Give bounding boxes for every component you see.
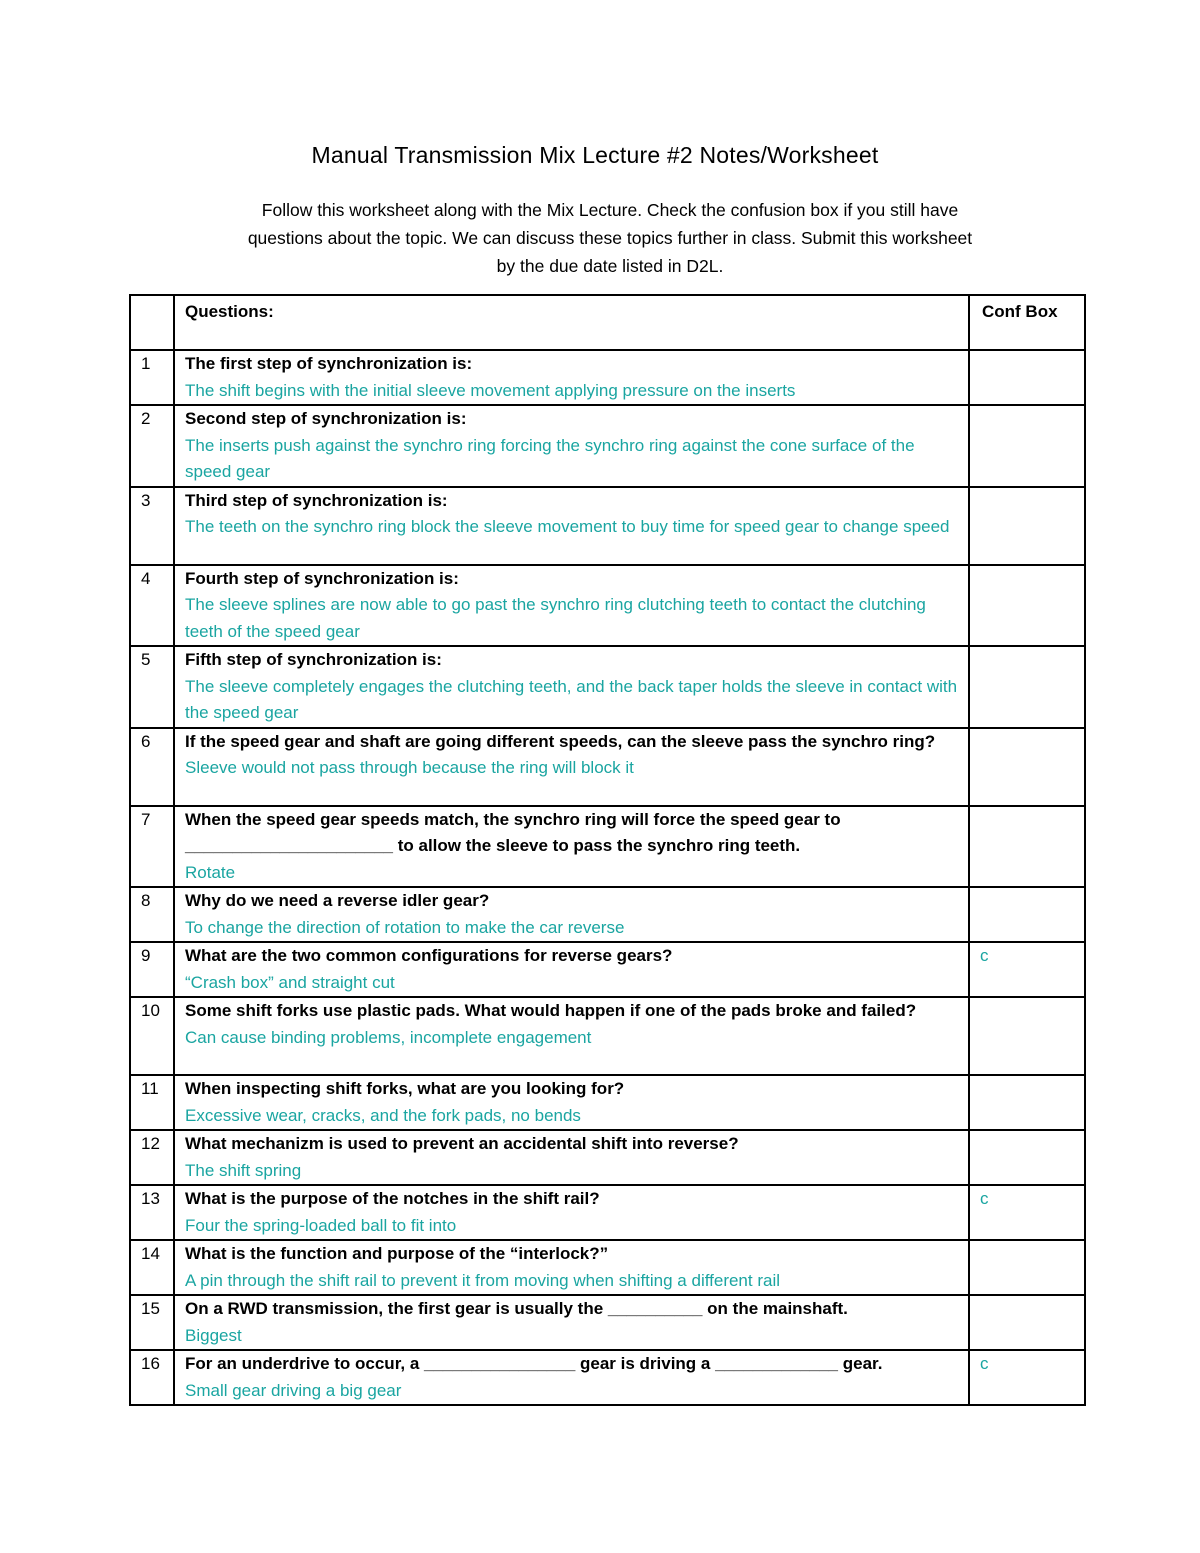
table-row xyxy=(130,350,1085,405)
confusion-box[interactable]: c xyxy=(969,1350,1085,1405)
table-row xyxy=(130,487,1085,565)
table-row xyxy=(130,1075,1085,1130)
question-text: What is the purpose of the notches in the shift rail? xyxy=(185,1189,600,1208)
answer-text: Small gear driving a big gear xyxy=(185,1380,402,1400)
row-number: 14 xyxy=(130,1240,174,1295)
question-cell xyxy=(174,728,969,806)
question-cell xyxy=(174,487,969,565)
row-number: 12 xyxy=(130,1130,174,1185)
answer-text: “Crash box” and straight cut xyxy=(185,972,395,992)
question-cell xyxy=(174,565,969,647)
question-cell xyxy=(174,1350,969,1405)
question-text: When inspecting shift forks, what are you looking for? xyxy=(185,1079,625,1098)
row-number: 1 xyxy=(130,350,174,405)
row-number: 13 xyxy=(130,1185,174,1240)
answer-text: The sleeve splines are now able to go past the synchro ring clutching teeth to contact the clutching teeth of the speed gear xyxy=(185,595,926,641)
row-number: 2 xyxy=(130,405,174,487)
confusion-box[interactable] xyxy=(969,646,1085,728)
question-text: What are the two common configurations for reverse gears? xyxy=(185,946,673,965)
question-text: Fifth step of synchronization is: xyxy=(185,650,442,669)
header-questions: Questions: xyxy=(174,295,969,350)
row-number: 10 xyxy=(130,997,174,1075)
confusion-box[interactable] xyxy=(969,997,1085,1075)
confusion-box[interactable] xyxy=(969,405,1085,487)
confusion-box[interactable] xyxy=(969,806,1085,888)
row-number: 11 xyxy=(130,1075,174,1130)
header-conf-box: Conf Box xyxy=(969,295,1085,350)
question-text: Fourth step of synchronization is: xyxy=(185,568,459,588)
confusion-box[interactable] xyxy=(969,1295,1085,1350)
row-number: 7 xyxy=(130,806,174,888)
question-cell xyxy=(174,1295,969,1350)
row-number: 4 xyxy=(130,565,174,647)
row-number: 5 xyxy=(130,646,174,728)
intro-line: Follow this worksheet along with the Mix Lecture. Check the confusion box if you still have xyxy=(261,200,959,220)
answer-text: The shift begins with the initial sleeve movement applying pressure on the inserts xyxy=(185,380,796,400)
answer-text: To change the direction of rotation to make the car reverse xyxy=(185,917,625,937)
answer-text: Excessive wear, cracks, and the fork pads, no bends xyxy=(185,1105,581,1125)
table-row xyxy=(130,565,1085,647)
confusion-box[interactable] xyxy=(969,487,1085,565)
row-number: 8 xyxy=(130,887,174,942)
table-row xyxy=(130,1240,1085,1295)
question-text: Some shift forks use plastic pads. What would happen if one of the pads broke and failed? xyxy=(185,1001,917,1020)
table-row xyxy=(130,1350,1085,1405)
question-cell xyxy=(174,350,969,405)
question-text: What is the function and purpose of the “interlock?” xyxy=(185,1244,609,1263)
table-row xyxy=(130,1185,1085,1240)
answer-text: Rotate xyxy=(185,862,236,882)
question-cell xyxy=(174,1240,969,1295)
question-text: If the speed gear and shaft are going different speeds, can the sleeve pass the synchro ring? xyxy=(185,731,936,751)
intro-line: questions about the topic. We can discuss these topics further in class. Submit this worksheet xyxy=(247,228,973,248)
confusion-box[interactable] xyxy=(969,565,1085,647)
question-cell xyxy=(174,1075,969,1130)
worksheet-table xyxy=(129,294,1086,1406)
answer-text: The teeth on the synchro ring block the sleeve movement to buy time for speed gear to change speed xyxy=(185,517,950,536)
answer-text: The shift spring xyxy=(185,1160,302,1180)
question-text: When the speed gear speeds match, the synchro ring will force the speed gear to ______________________ to allow the sleeve to pass the synchro ring teeth. xyxy=(185,809,841,855)
confusion-box[interactable] xyxy=(969,1240,1085,1295)
question-text: What mechanizm is used to prevent an accidental shift into reverse? xyxy=(185,1134,739,1153)
table-row xyxy=(130,1295,1085,1350)
intro-line: by the due date listed in D2L. xyxy=(496,256,724,276)
table-row xyxy=(130,405,1085,487)
confusion-box[interactable]: c xyxy=(969,942,1085,997)
row-number: 9 xyxy=(130,942,174,997)
answer-text: Sleeve would not pass through because the ring will block it xyxy=(185,758,634,777)
row-number: 15 xyxy=(130,1295,174,1350)
question-cell xyxy=(174,1185,969,1240)
question-text: Second step of synchronization is: xyxy=(185,409,467,428)
question-cell xyxy=(174,1130,969,1185)
table-header-row xyxy=(130,295,1085,350)
table-row xyxy=(130,806,1085,888)
answer-text: Can cause binding problems, incomplete engagement xyxy=(185,1027,592,1047)
question-text: For an underdrive to occur, a ________________ gear is driving a _____________ gear. xyxy=(185,1354,883,1373)
question-cell xyxy=(174,806,969,888)
confusion-box[interactable]: c xyxy=(969,1185,1085,1240)
table-row xyxy=(130,887,1085,942)
question-cell xyxy=(174,887,969,942)
table-row xyxy=(130,997,1085,1075)
answer-text: A pin through the shift rail to prevent it from moving when shifting a different rail xyxy=(185,1270,780,1290)
row-number: 16 xyxy=(130,1350,174,1405)
question-cell xyxy=(174,997,969,1075)
question-cell xyxy=(174,646,969,728)
question-cell xyxy=(174,942,969,997)
answer-text: Four the spring-loaded ball to fit into xyxy=(185,1215,457,1235)
answer-text: The inserts push against the synchro ring forcing the synchro ring against the cone surface of the speed gear xyxy=(185,435,915,481)
question-text: The first step of synchronization is: xyxy=(185,354,473,373)
page-title: Manual Transmission Mix Lecture #2 Notes/Worksheet xyxy=(311,142,879,168)
intro-paragraph xyxy=(140,196,1080,280)
header-number-cell xyxy=(130,295,174,350)
confusion-box[interactable] xyxy=(969,728,1085,806)
confusion-box[interactable] xyxy=(969,1075,1085,1130)
table-row xyxy=(130,646,1085,728)
question-cell xyxy=(174,405,969,487)
answer-text: The sleeve completely engages the clutching teeth, and the back taper holds the sleeve in contact with the speed gear xyxy=(185,676,958,722)
table-row xyxy=(130,1130,1085,1185)
answer-text: Biggest xyxy=(185,1325,242,1345)
table-row xyxy=(130,942,1085,997)
question-text: Third step of synchronization is: xyxy=(185,490,448,510)
confusion-box[interactable] xyxy=(969,887,1085,942)
confusion-box[interactable] xyxy=(969,350,1085,405)
question-text: Why do we need a reverse idler gear? xyxy=(185,891,490,910)
row-number: 6 xyxy=(130,728,174,806)
question-text: On a RWD transmission, the first gear is usually the __________ on the mainshaft. xyxy=(185,1299,848,1318)
row-number: 3 xyxy=(130,487,174,565)
table-row xyxy=(130,728,1085,806)
confusion-box[interactable] xyxy=(969,1130,1085,1185)
